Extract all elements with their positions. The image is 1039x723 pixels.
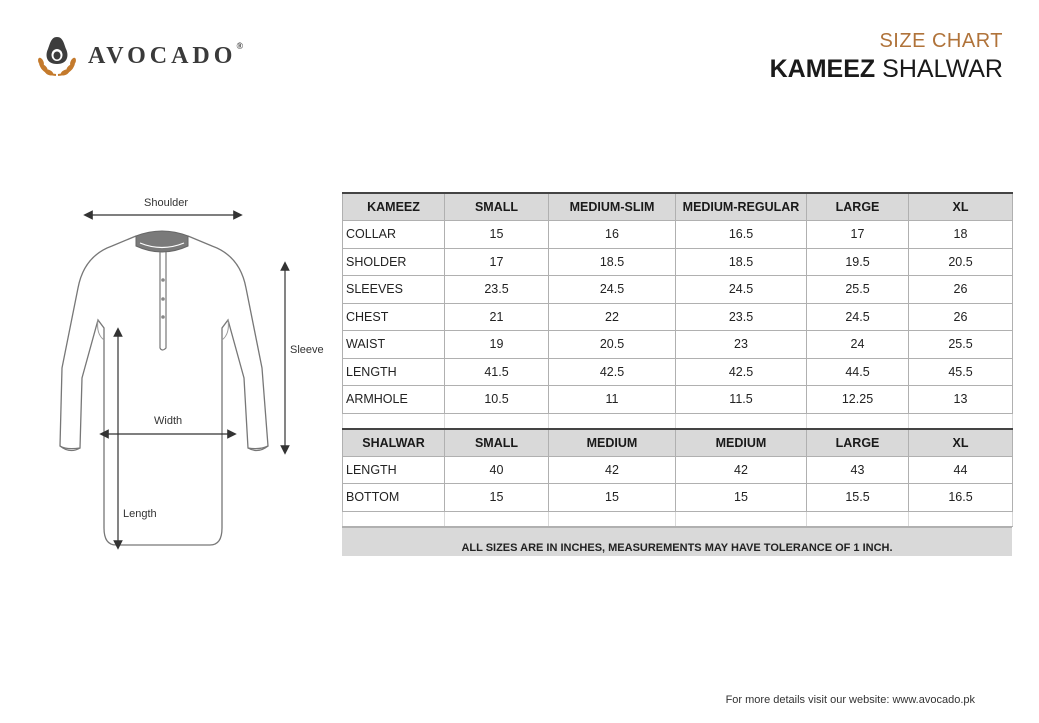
table-cell: 25.5: [909, 331, 1013, 359]
table-cell: 41.5: [445, 358, 549, 386]
kameez-measurement-diagram: [52, 188, 342, 558]
table-row: [343, 484, 1013, 512]
table-cell: 25.5: [807, 276, 909, 304]
column-header: MEDIUM-SLIM: [549, 193, 676, 221]
column-header: SMALL: [445, 193, 549, 221]
table-row: [343, 248, 1013, 276]
column-header: LARGE: [807, 193, 909, 221]
table-cell: 26: [909, 276, 1013, 304]
table-row: [343, 456, 1013, 484]
column-header: MEDIUM: [549, 429, 676, 457]
table-row: [343, 386, 1013, 414]
table-cell: 19: [445, 331, 549, 359]
table-row: [343, 331, 1013, 359]
avocado-logo-icon: [34, 34, 80, 78]
table-cell: 42.5: [676, 358, 807, 386]
column-header: XL: [909, 193, 1013, 221]
brand-logo[interactable]: [34, 34, 243, 78]
table-cell: 23.5: [445, 276, 549, 304]
column-header: LARGE: [807, 429, 909, 457]
table-cell: 16.5: [909, 484, 1013, 512]
kameez-header-row: [343, 193, 1013, 221]
sleeve-label: Sleeve: [290, 344, 324, 356]
row-label: LENGTH: [343, 456, 445, 484]
table-cell: 45.5: [909, 358, 1013, 386]
table-cell: 18: [909, 221, 1013, 249]
table-cell: 17: [445, 248, 549, 276]
shoulder-label: Shoulder: [144, 197, 189, 209]
kameez-outline-icon: [52, 188, 342, 558]
column-header: XL: [909, 429, 1013, 457]
column-header: SMALL: [445, 429, 549, 457]
page-title: [770, 55, 1003, 84]
width-label: Width: [154, 415, 183, 427]
table-cell: 42: [676, 456, 807, 484]
subtitle: SIZE CHART: [879, 30, 1003, 52]
row-label: BOTTOM: [343, 484, 445, 512]
table-cell: 19.5: [807, 248, 909, 276]
title-rest: SHALWAR: [882, 55, 1003, 83]
length-label: Length: [123, 508, 157, 520]
table-cell: 23.5: [676, 303, 807, 331]
table-cell: 13: [909, 386, 1013, 414]
table-cell: 20.5: [549, 331, 676, 359]
measurement-note: ALL SIZES ARE IN INCHES, MEASUREMENTS MAY HAVE TOLERANCE OF 1 INCH.: [342, 527, 1012, 556]
column-header: MEDIUM-REGULAR: [676, 193, 807, 221]
table-cell: 24.5: [807, 303, 909, 331]
table-row: [343, 303, 1013, 331]
table-cell: 11.5: [676, 386, 807, 414]
table-cell: 42.5: [549, 358, 676, 386]
row-label: SLEEVES: [343, 276, 445, 304]
table-cell: 11: [549, 386, 676, 414]
size-table: [342, 192, 1013, 527]
brand-name: AVOCADO®: [88, 40, 244, 69]
table-cell: 24.5: [676, 276, 807, 304]
column-header: SHALWAR: [343, 429, 445, 457]
table-cell: 23: [676, 331, 807, 359]
column-header: KAMEEZ: [343, 193, 445, 221]
table-cell: 26: [909, 303, 1013, 331]
table-cell: 10.5: [445, 386, 549, 414]
table-row: [343, 276, 1013, 304]
table-cell: 24: [807, 331, 909, 359]
table-cell: 43: [807, 456, 909, 484]
table-row: [343, 358, 1013, 386]
table-cell: 15: [549, 484, 676, 512]
row-label: ARMHOLE: [343, 386, 445, 414]
page-title-block: [770, 30, 1003, 84]
spacer-row: [343, 413, 1013, 429]
size-chart-tables: [342, 192, 1012, 556]
table-cell: 18.5: [549, 248, 676, 276]
table-cell: 40: [445, 456, 549, 484]
table-cell: 16: [549, 221, 676, 249]
table-cell: 18.5: [676, 248, 807, 276]
table-cell: 15: [445, 221, 549, 249]
table-cell: 15.5: [807, 484, 909, 512]
row-label: WAIST: [343, 331, 445, 359]
row-label: CHEST: [343, 303, 445, 331]
title-bold: KAMEEZ: [769, 55, 876, 83]
table-row: [343, 221, 1013, 249]
table-cell: 17: [807, 221, 909, 249]
table-cell: 20.5: [909, 248, 1013, 276]
table-cell: 12.25: [807, 386, 909, 414]
row-label: COLLAR: [343, 221, 445, 249]
table-cell: 15: [676, 484, 807, 512]
table-cell: 44: [909, 456, 1013, 484]
table-cell: 44.5: [807, 358, 909, 386]
column-header: MEDIUM: [676, 429, 807, 457]
row-label: LENGTH: [343, 358, 445, 386]
row-label: SHOLDER: [343, 248, 445, 276]
table-cell: 42: [549, 456, 676, 484]
table-cell: 22: [549, 303, 676, 331]
table-cell: 21: [445, 303, 549, 331]
table-cell: 24.5: [549, 276, 676, 304]
footer-website-text: For more details visit our website: www.avocado.pk: [725, 694, 975, 706]
spacer-row: [343, 511, 1013, 526]
table-cell: 15: [445, 484, 549, 512]
table-cell: 16.5: [676, 221, 807, 249]
shalwar-header-row: [343, 429, 1013, 457]
